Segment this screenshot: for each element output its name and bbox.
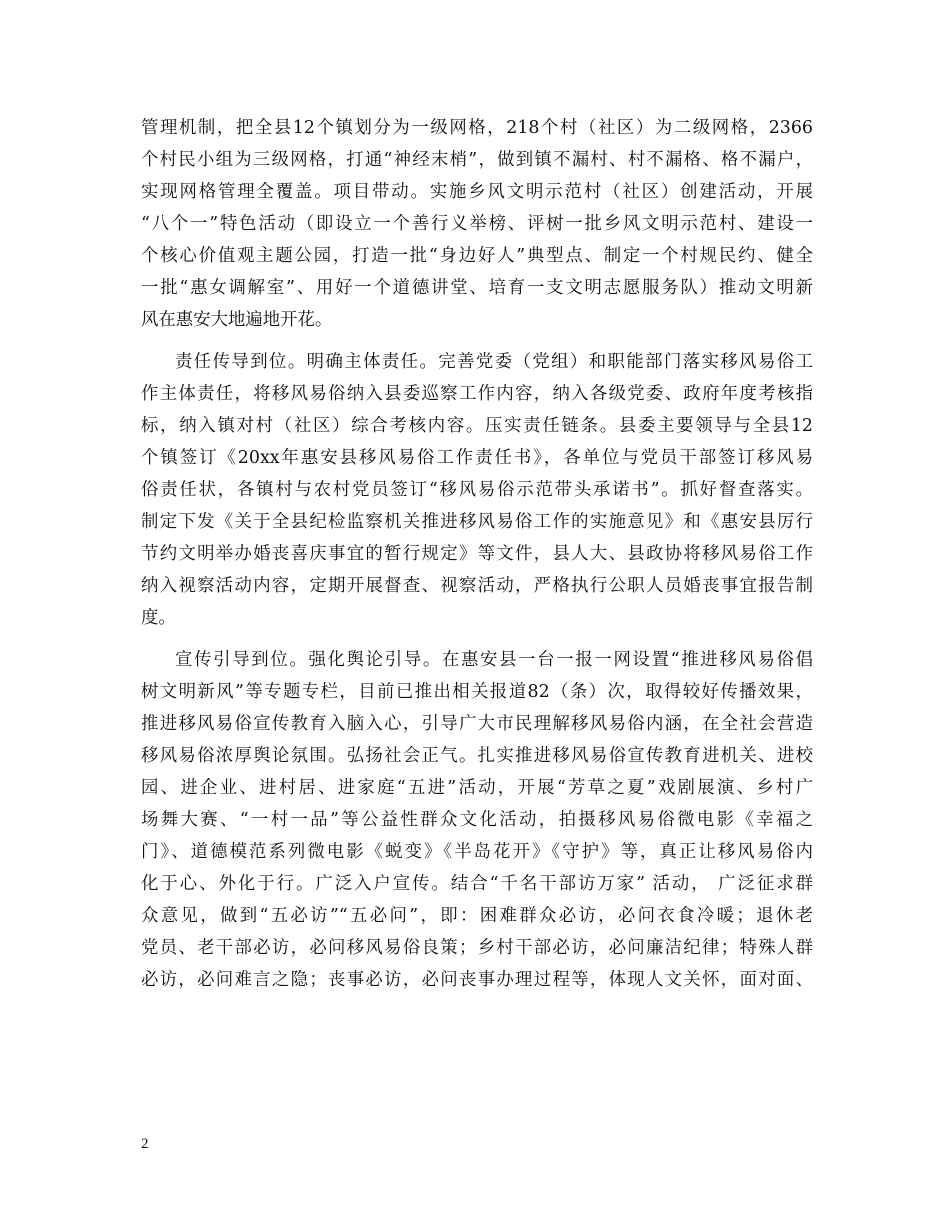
paragraph-3 bbox=[141, 644, 813, 996]
text-line: 责任传导到位。明确主体责任。完善党委（党组）和职能部门落实移风易俗工 bbox=[175, 352, 813, 372]
text-line: 园、进企业、进村居、进家庭“五进”活动，开展“芳草之夏”戏剧展演、乡村广 bbox=[141, 778, 813, 798]
text-line: 管理机制，把全县12个镇划分为一级网格，218个村（社区）为二级网格，2366 bbox=[141, 118, 813, 138]
text-line: 风在惠安大地遍地开花。 bbox=[141, 310, 333, 330]
text-line: 个镇签订《20xx年惠安县移风易俗工作责任书》，各单位与党员干部签订移风易 bbox=[141, 448, 813, 468]
text-line: 移风易俗浓厚舆论氛围。弘扬社会正气。扎实推进移风易俗宣传教育进机关、进校 bbox=[141, 746, 813, 766]
text-line: 作主体责任，将移风易俗纳入县委巡察工作内容，纳入各级党委、政府年度考核指 bbox=[141, 384, 813, 404]
text-line: 个核心价值观主题公园，打造一批“身边好人”典型点、制定一个村规民约、健全 bbox=[141, 246, 813, 266]
document-body bbox=[141, 112, 813, 1006]
text-line: 制定下发《关于全县纪检监察机关推进移风易俗工作的实施意见》和《惠安县厉行 bbox=[141, 512, 813, 532]
text-line: 必访，必问难言之隐；丧事必访，必问丧事办理过程等，体现人文关怀，面对面、 bbox=[141, 970, 813, 990]
text-line: 俗责任状，各镇村与农村党员签订“移风易俗示范带头承诺书”。抓好督查落实。 bbox=[141, 480, 813, 500]
page-number: 2 bbox=[141, 1136, 149, 1152]
text-line: 场舞大赛、“一村一品”等公益性群众文化活动，拍摄移风易俗微电影《幸福之 bbox=[141, 810, 813, 830]
paragraph-1 bbox=[141, 112, 813, 336]
text-line: 度。 bbox=[141, 608, 176, 628]
text-line: 党员、老干部必访，必问移风易俗良策；乡村干部必访，必问廉洁纪律；特殊人群 bbox=[141, 938, 813, 958]
text-line: 推进移风易俗宣传教育入脑入心，引导广大市民理解移风易俗内涵，在全社会营造 bbox=[141, 714, 813, 734]
text-line: “八个一”特色活动（即设立一个善行义举榜、评树一批乡风文明示范村、建设一 bbox=[141, 214, 813, 234]
text-line: 节约文明举办婚丧喜庆事宜的暂行规定》等文件，县人大、县政协将移风易俗工作 bbox=[141, 544, 813, 564]
text-line: 标，纳入镇对村（社区）综合考核内容。压实责任链条。县委主要领导与全县12 bbox=[141, 416, 813, 436]
text-line: 众意见，做到“五必访”“五必问”，即：困难群众必访，必问衣食冷暖；退休老 bbox=[141, 906, 813, 926]
text-line: 个村民小组为三级网格，打通“神经末梢”，做到镇不漏村、村不漏格、格不漏户， bbox=[141, 150, 813, 170]
text-line: 宣传引导到位。强化舆论引导。在惠安县一台一报一网设置“推进移风易俗倡 bbox=[175, 650, 813, 670]
text-line: 一批“惠女调解室”、用好一个道德讲堂、培育一支文明志愿服务队）推动文明新 bbox=[141, 278, 813, 298]
paragraph-2 bbox=[141, 346, 813, 634]
text-line: 化于心、外化于行。广泛入户宣传。结合“千名干部访万家” 活动， 广泛征求群 bbox=[141, 874, 813, 894]
text-line: 门》、道德模范系列微电影《蜕变》《半岛花开》《守护》等，真正让移风易俗内 bbox=[141, 842, 813, 862]
text-line: 树文明新风”等专题专栏，目前已推出相关报道82（条）次，取得较好传播效果， bbox=[141, 682, 813, 702]
text-line: 实现网格管理全覆盖。项目带动。实施乡风文明示范村（社区）创建活动，开展 bbox=[141, 182, 813, 202]
text-line: 纳入视察活动内容，定期开展督查、视察活动，严格执行公职人员婚丧事宜报告制 bbox=[141, 576, 813, 596]
